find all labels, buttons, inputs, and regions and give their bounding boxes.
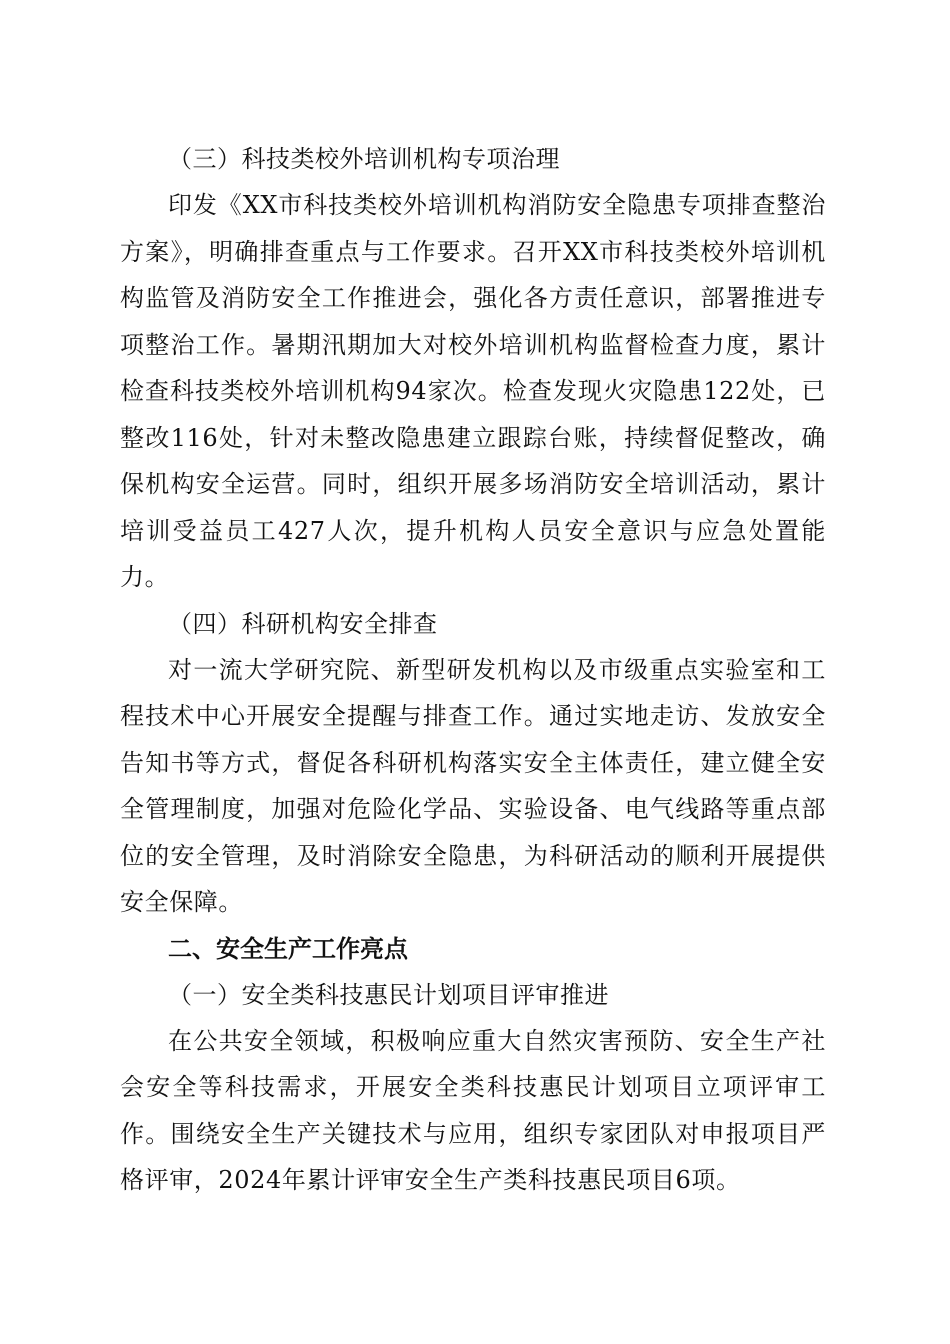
section-4-heading: （四）科研机构安全排查	[168, 609, 438, 638]
part-2-section-1-heading: （一）安全类科技惠民计划项目评审推进	[168, 980, 609, 1009]
part-2-section-1-paragraph: 在公共安全领域，积极响应重大自然灾害预防、安全生产社会安全等科技需求，开展安全类科技惠民计划项目立项评审工作。围绕安全生产关键技术与应用，组织专家团队对申报项目严格评审，2024年累计评审安全生产类科技惠民项目6项。	[120, 1026, 826, 1194]
section-4-paragraph: 对一流大学研究院、新型研发机构以及市级重点实验室和工程技术中心开展安全提醒与排查工作。通过实地走访、发放安全告知书等方式，督促各科研机构落实安全主体责任，建立健全安全管理制度，加强对危险化学品、实验设备、电气线路等重点部位的安全管理，及时消除安全隐患，为科研活动的顺利开展提供安全保障。	[120, 655, 826, 916]
part-2-heading: 二、安全生产工作亮点	[168, 934, 408, 963]
section-3-heading: （三）科技类校外培训机构专项治理	[168, 145, 560, 173]
section-3-paragraph: 印发《XX市科技类校外培训机构消防安全隐患专项排查整治方案》，明确排查重点与工作要求。召开XX市科技类校外培训机构监管及消防安全工作推进会，强化各方责任意识，部署推进专项整治工作。暑期汛期加大对校外培训机构监督检查力度，累计检查科技类校外培训机构94家次。检查发现火灾隐患122处，已整改116处，针对未整改隐患建立跟踪台账，持续督促整改，确保机构安全运营。同时，组织开展多场消防安全培训活动，累计培训受益员工427人次，提升机构人员安全意识与应急处置能力。	[120, 191, 826, 591]
document-body	[120, 136, 826, 1204]
